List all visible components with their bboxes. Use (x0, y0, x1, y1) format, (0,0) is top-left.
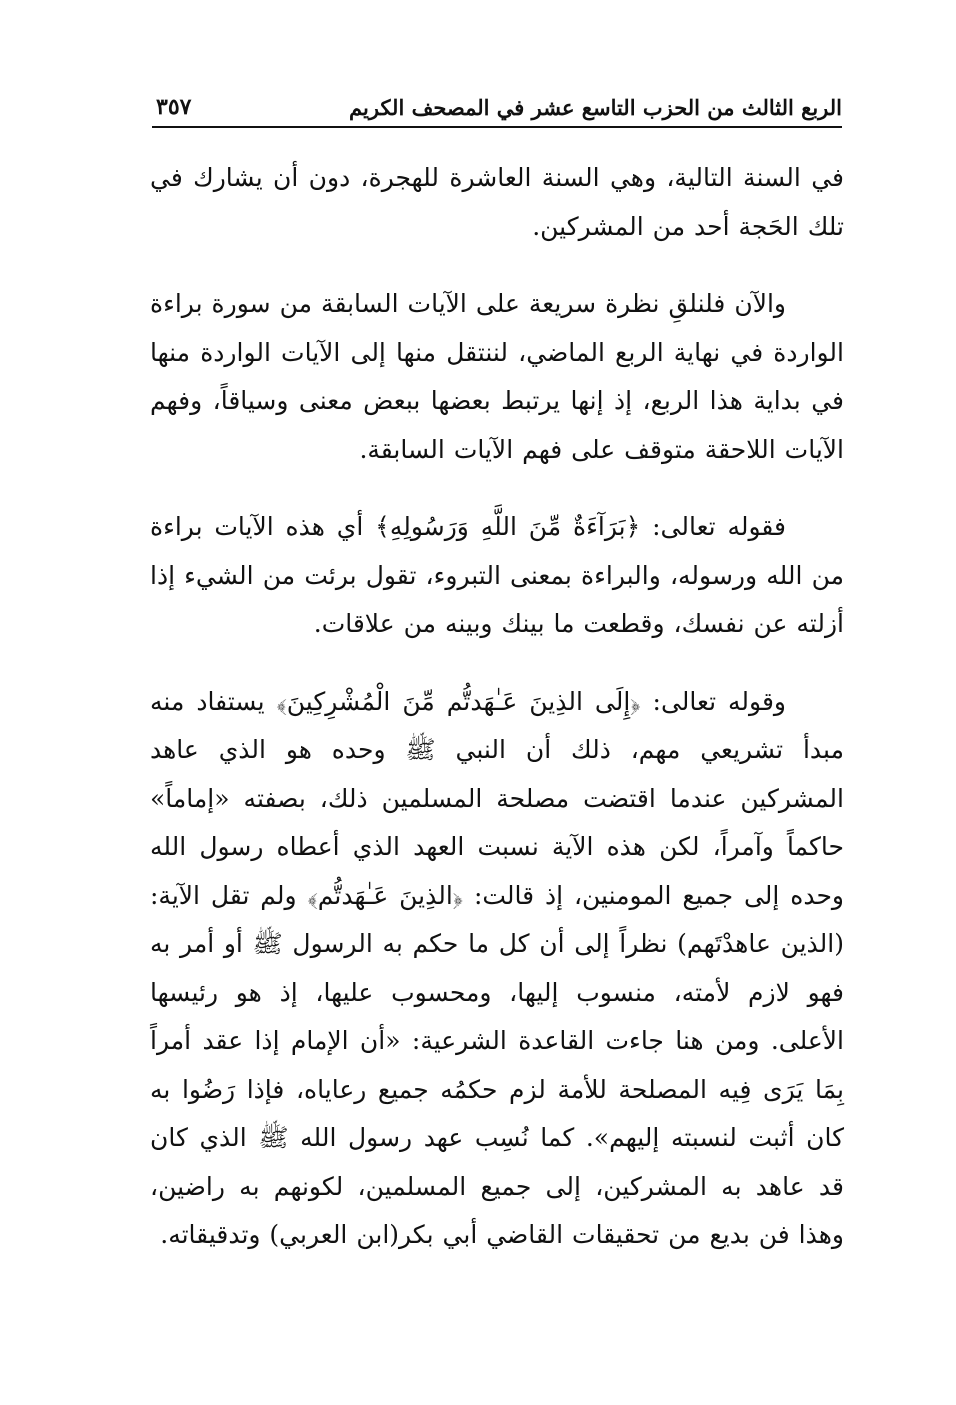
paragraph-3: فقوله تعالى: ﴿بَرَآءَةٌ مِّنَ اللَّهِ وَرَسُولِهِ﴾ أي هذه الآيات براءة من الله ورسوله، والبراءة بمعنى التبروء، تقول برئت من الشيء إذا أزلته عن نفسك، وقطعت ما بينك وبينه من علاقات. (150, 512, 844, 638)
header-title: الربع الثالث من الحزب التاسع عشر في المصحف الكريم (349, 95, 842, 120)
paragraph-4: وقوله تعالى: ﴿إِلَى الذِينَ عَـٰهَدتُّم مِّنَ الْمُشْرِكِينَ﴾ يستفاد منه مبدأ تشريعي مهم، ذلك أن النبي ﷺ وحده هو الذي عاهد المشركين عندما اقتضت مصلحة المسلمين ذلك، بصفته «إماماً» حاكماً وآمراً، لكن هذه الآية نسبت العهد الذي أعطاه رسول الله وحده إلى جميع المومنين، إذ قالت: ﴿الذِينَ عَـٰهَدتُّم﴾ ولم تقل الآية: (الذين عاهدْتَهم) نظراً إلى أن كل ما حكم به الرسول ﷺ أو أمر به فهو لازم لأمته، منسوب إليها، ومحسوب عليها، إذ هو رئيسها الأعلى. ومن هنا جاءت القاعدة الشرعية: «أن الإمام إذا عقد أمراً بِمَا يَرَى فِيه المصلحة للأمة لزم حكمُه جميع رعاياه، فإذا رَضُوا به كان أثبت لنسبته إليهم». كما نُسِب عهد رسول الله ﷺ الذي كان قد عاهد به المشركين، إلى جميع المسلمين، لكونهم به راضين، وهذا فن بديع من تحقيقات القاضي أبي بكر(ابن العربي) وتدقيقاته. (150, 686, 844, 1249)
body-text (150, 154, 844, 1260)
running-header (152, 78, 842, 128)
paragraph-1: في السنة التالية، وهي السنة العاشرة للهجرة، دون أن يشارك في تلك الحَجة أحد من المشركين. (150, 163, 844, 241)
paragraph-2: والآن فلنلقِ نظرة سريعة على الآيات السابقة من سورة براءة الواردة في نهاية الربع الماضي، لننتقل منها إلى الآيات الواردة منها في بداية هذا الربع، إذ إنها يرتبط بعضها ببعض معنى وسياقاً، وفهم الآيات اللاحقة متوقف على فهم الآيات السابقة. (150, 289, 844, 464)
page-number: ٣٥٧ (156, 94, 192, 120)
